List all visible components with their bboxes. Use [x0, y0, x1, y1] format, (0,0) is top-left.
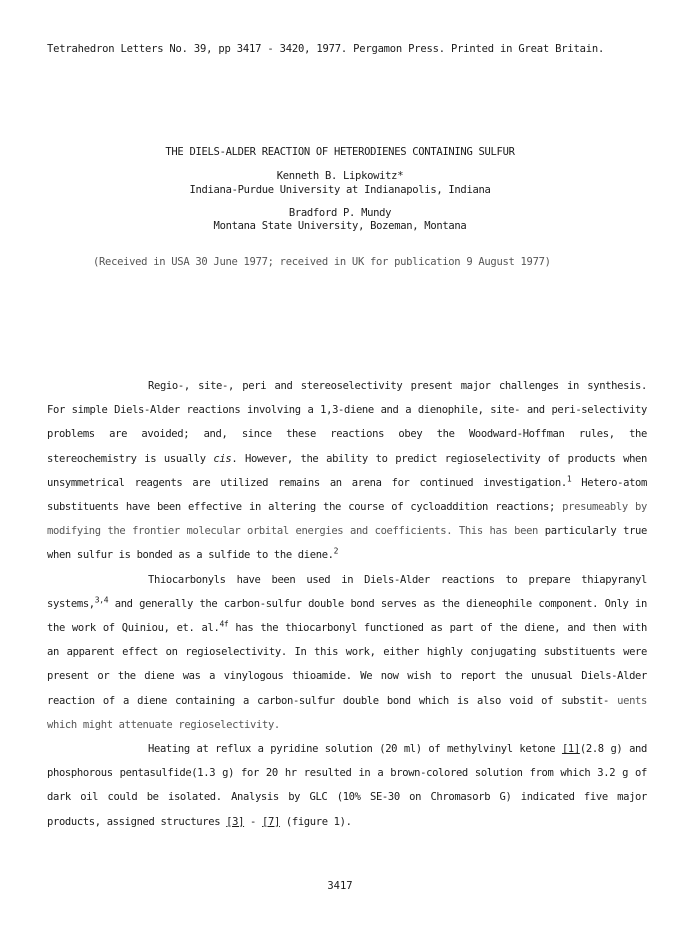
citation-2: 2: [333, 546, 339, 556]
journal-citation: Tetrahedron Letters No. 39, pp 3417 - 3420, 1977. Pergamon Press. Printed in Great Britain.: [47, 43, 605, 55]
faint-text: uents which might attenuate regioselectivity.: [47, 694, 647, 731]
text: has the thiocarbonyl functioned as part of the diene, and then with an apparent effect on regioselectivity. In this work, either highly conjugating substituents were present or the diene was a vinylogous thioamide. We now wish to report the unusual Diels-Alder reaction of a diene containing a carbon-sulfur double bond which is also void of substit-: [47, 622, 647, 707]
text: (2.8 g) and phosphorous pentasulfide(1.3 g) for 20 hr resulted in a brown-colored solution from which 3.2 g of dark oil could be isolated. Analysis by GLC (10% SE-30 on Chromasorb G) indicated five major products, assigned structures: [47, 743, 647, 828]
citation-4f: 4f: [219, 619, 229, 629]
author-2-affiliation: Montana State University, Bozeman, Montana: [213, 220, 467, 232]
text: Hetero-atom substituents have been effective in altering the course of cycloaddition reactions;: [47, 476, 647, 514]
received-dates: (Received in USA 30 June 1977; received in UK for publication 9 August 1977): [93, 256, 551, 268]
text: Regio-, site-, peri and stereoselectivity present major challenges in synthesis. For simple Diels-Alder reactions involving a 1,3-diene and a dienophile, site- and peri-selectivity problems are avoided; and, since these reactions obey the Woodward-Hoffman rules, the stereochemistry is usually: [47, 380, 647, 465]
citation-3-4: 3,4: [94, 595, 109, 605]
text: . However, the ability to predict regioselectivity of products when unsymmetrical reagents are utilized remains an arena for continued investigation.: [47, 452, 647, 489]
page-number: 3417: [327, 880, 353, 892]
paragraph-3: [47, 737, 647, 834]
paragraph-1: [47, 374, 647, 568]
text: and generally the carbon-sulfur double bond serves as the dieneophile component. Only in the work of Quiniou, et. al.: [47, 597, 647, 635]
citation-1: 1: [566, 474, 572, 484]
structure-ref-3: [3]: [226, 815, 245, 828]
article-title: THE DIELS-ALDER REACTION OF HETERODIENES CONTAINING SULFUR: [165, 146, 515, 158]
text: particularly true when sulfur is bonded as a sulfide to the diene.: [47, 525, 647, 562]
cis-italic: cis: [213, 452, 232, 465]
author-1-name: Kenneth B. Lipkowitz*: [276, 170, 404, 182]
text: Thiocarbonyls have been used in Diels-Alder reactions to prepare thiapyranyl systems,: [47, 573, 647, 610]
text: (figure 1).: [279, 815, 352, 828]
text: Heating at reflux a pyridine solution (20 ml) of methylvinyl ketone: [148, 743, 562, 756]
text: -: [244, 815, 262, 828]
structure-ref-1: [1]: [561, 743, 580, 756]
author-2-name: Bradford P. Mundy: [288, 207, 392, 219]
author-1-affiliation: Indiana-Purdue University at Indianapolis, Indiana: [189, 184, 491, 196]
paragraph-2: [47, 568, 647, 737]
faint-text: presumeably by modifying the frontier molecular orbital energies and coefficients. This has been: [47, 501, 647, 538]
article-body: [47, 374, 647, 834]
structure-ref-7: [7]: [262, 815, 280, 828]
